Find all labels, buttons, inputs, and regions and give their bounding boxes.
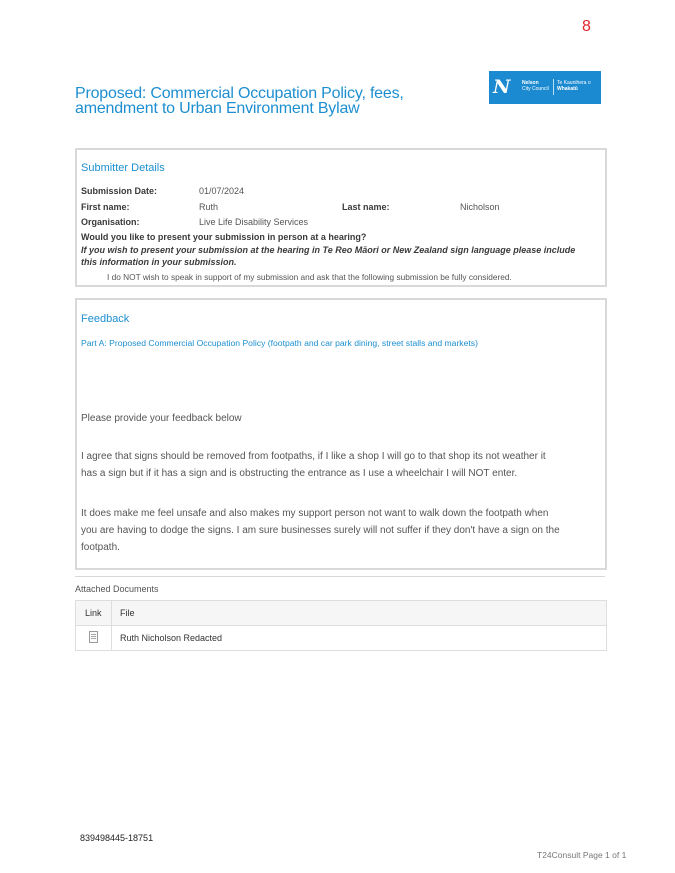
first-name-value: Ruth (199, 202, 219, 212)
column-divider (111, 601, 112, 650)
logo-text: City Council (522, 86, 549, 92)
column-header-file: File (120, 608, 135, 618)
organisation-value: Live Life Disability Services (199, 217, 309, 227)
document-title: Proposed: Commercial Occupation Policy, fees, amendment to Urban Environment Bylaw (75, 85, 404, 117)
logo-text: Whakatū (557, 86, 578, 92)
table-header (76, 601, 606, 626)
hearing-note: If you wish to present your submission at the hearing in Te Reo Māori or New Zealand sign language please include this information in your submission. (81, 245, 576, 267)
document-reference: 839498445-18751 (80, 833, 154, 843)
logo-text: Nelson (522, 80, 539, 86)
attached-documents-heading: Attached Documents (75, 584, 159, 594)
last-name-label: Last name: (342, 202, 390, 212)
submitter-heading: Submitter Details (81, 162, 165, 174)
submitter-details-panel (75, 148, 607, 287)
first-name-label: First name: (81, 202, 130, 212)
section-divider (75, 576, 605, 577)
feedback-paragraph: I agree that signs should be removed from footpaths, if I like a shop I will go to that shop its not weather it has a sign but if it has a sign and is obstructing the entrance as I use a wheelchair I will NOT enter. (81, 451, 546, 479)
logo-divider (553, 79, 554, 95)
feedback-panel (75, 298, 607, 570)
logo-mark-icon: N (493, 76, 511, 98)
hearing-question: Would you like to present your submission in person at a hearing? (81, 232, 367, 242)
column-header-link: Link (85, 608, 102, 618)
page-info: T24Consult Page 1 of 1 (537, 850, 627, 860)
last-name-value: Nicholson (460, 202, 500, 212)
attachments-table (75, 600, 607, 651)
council-logo (489, 71, 601, 104)
submission-date-value: 01/07/2024 (199, 186, 245, 196)
page-number: 8 (582, 18, 591, 35)
submission-date-label: Submission Date: (81, 186, 158, 196)
logo-text: Te Kaunihera o (557, 80, 591, 86)
document-icon[interactable] (89, 631, 98, 643)
feedback-heading: Feedback (81, 313, 130, 325)
attachment-file-name[interactable]: Ruth Nicholson Redacted (120, 633, 223, 643)
hearing-answer: I do NOT wish to speak in support of my submission and ask that the following submission be fully considered. (107, 272, 512, 282)
part-a-title: Part A: Proposed Commercial Occupation Policy (footpath and car park dining, street stalls and markets) (81, 338, 478, 348)
organisation-label: Organisation: (81, 217, 140, 227)
feedback-prompt: Please provide your feedback below (81, 413, 242, 424)
feedback-paragraph: It does make me feel unsafe and also makes my support person not want to walk down the footpath when you are having to dodge the signs. I am sure businesses surely will not suffer if they don't have a sign on the footpath. (81, 508, 560, 553)
